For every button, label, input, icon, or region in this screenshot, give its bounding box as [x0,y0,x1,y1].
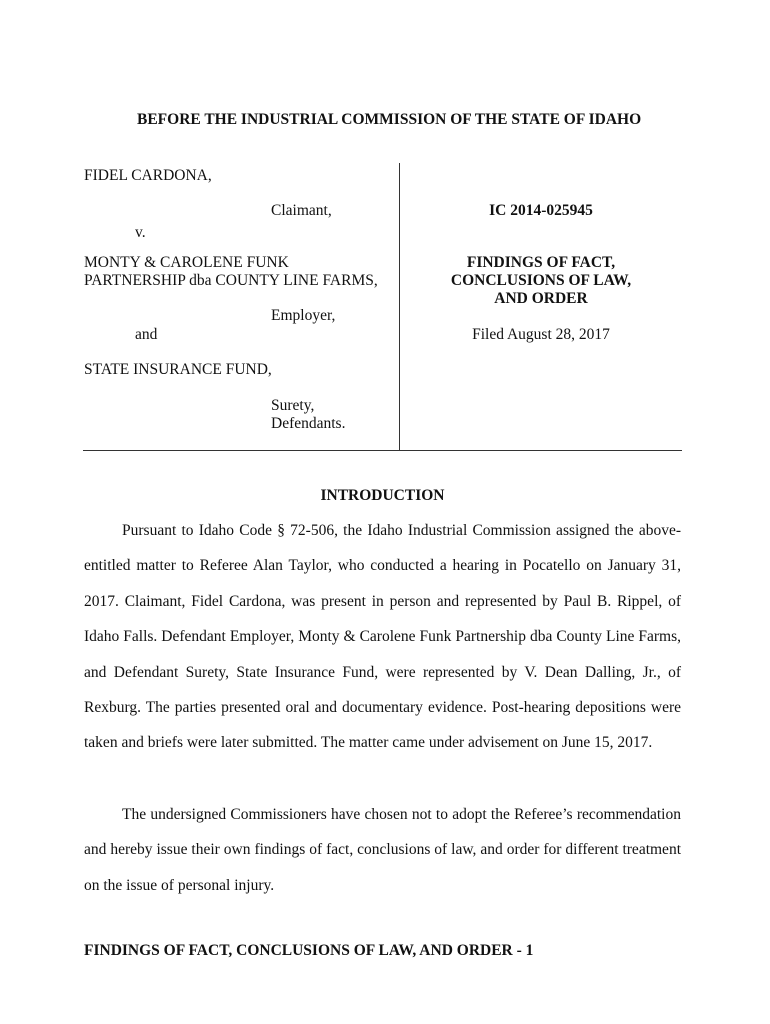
versus-label: v. [135,224,146,241]
case-number: IC 2014-025945 [489,202,593,219]
employer-name-line1: MONTY & CAROLENE FUNK [84,254,289,271]
and-label: and [135,326,158,343]
surety-role: Surety, [271,397,315,414]
section-heading: INTRODUCTION [320,487,445,504]
document-title-line2: CONCLUSIONS OF LAW, [450,272,632,289]
page-footer: FINDINGS OF FACT, CONCLUSIONS OF LAW, AND ORDER - 1 [84,942,534,959]
filed-date: Filed August 28, 2017 [472,326,610,343]
defendants-label: Defendants. [271,415,346,432]
claimant-role: Claimant, [271,202,332,219]
surety-name: STATE INSURANCE FUND, [84,361,272,378]
caption-horizontal-divider [83,450,682,451]
court-header: BEFORE THE INDUSTRIAL COMMISSION OF THE STATE OF IDAHO [137,111,642,128]
employer-role: Employer, [271,307,336,324]
document-title-line1: FINDINGS OF FACT, [466,254,616,271]
employer-name-line2: PARTNERSHIP dba COUNTY LINE FARMS, [84,272,378,289]
document-title-line3: AND ORDER [494,290,588,307]
claimant-name: FIDEL CARDONA, [84,167,212,184]
introduction-paragraph-2: The undersigned Commissioners have chosen not to adopt the Referee’s recommendation and hereby issue their own findings of fact, conclusions of law, and order for different treatment on the issue of personal injury. [84,806,681,894]
introduction-paragraph-1: Pursuant to Idaho Code § 72-506, the Idaho Industrial Commission assigned the above-entitled matter to Referee Alan Taylor, who conducted a hearing in Pocatello on January 31, 2017. Claimant, Fidel Cardona, was present in person and represented by Paul B. Rippel, of Idaho Falls. Defendant Employer, Monty & Carolene Funk Partnership dba County Line Farms, and Defendant Surety, State Insurance Fund, were represented by V. Dean Dalling, Jr., of Rexburg. The parties presented oral and documentary evidence. Post-hearing depositions were taken and briefs were later submitted. The matter came under advisement on June 15, 2017. [84,522,681,752]
